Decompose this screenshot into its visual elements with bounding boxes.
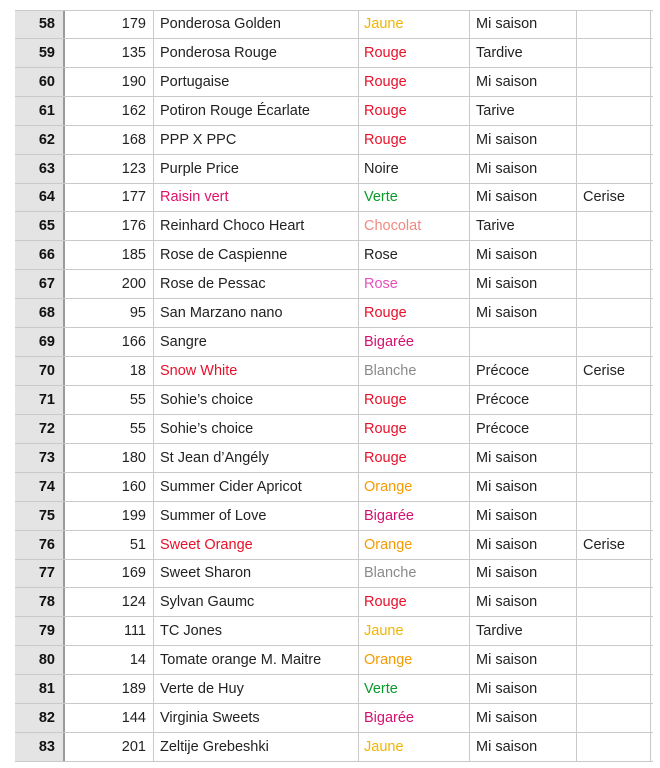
color-cell[interactable]: Chocolat	[359, 212, 470, 240]
season-cell[interactable]: Mi saison	[470, 502, 577, 530]
row-number-cell[interactable]: 78	[15, 588, 65, 616]
table-row[interactable]	[15, 531, 653, 560]
table-row[interactable]	[15, 704, 653, 733]
variety-name-cell[interactable]: Portugaise	[154, 68, 359, 96]
row-number-cell[interactable]: 83	[15, 733, 65, 761]
row-number-cell[interactable]: 77	[15, 560, 65, 588]
variety-name-cell[interactable]: Summer Cider Apricot	[154, 473, 359, 501]
row-number-cell[interactable]: 82	[15, 704, 65, 732]
season-cell[interactable]: Mi saison	[470, 68, 577, 96]
color-cell[interactable]: Rouge	[359, 444, 470, 472]
table-row[interactable]	[15, 39, 653, 68]
type-cell[interactable]: Cerise	[577, 184, 651, 212]
color-cell[interactable]: Rose	[359, 241, 470, 269]
variety-name-cell[interactable]: Tomate orange M. Maitre	[154, 646, 359, 674]
row-number-cell[interactable]: 63	[15, 155, 65, 183]
season-cell[interactable]: Mi saison	[470, 184, 577, 212]
type-cell[interactable]: Cerise	[577, 357, 651, 385]
type-cell[interactable]	[577, 444, 651, 472]
type-cell[interactable]	[577, 588, 651, 616]
id-cell[interactable]: 124	[65, 588, 154, 616]
type-cell[interactable]	[577, 299, 651, 327]
color-cell[interactable]: Rouge	[359, 39, 470, 67]
table-row[interactable]	[15, 675, 653, 704]
table-row[interactable]	[15, 646, 653, 675]
color-cell[interactable]: Jaune	[359, 617, 470, 645]
id-cell[interactable]: 169	[65, 560, 154, 588]
id-cell[interactable]: 185	[65, 241, 154, 269]
type-cell[interactable]	[577, 675, 651, 703]
color-cell[interactable]: Verte	[359, 184, 470, 212]
season-cell[interactable]: Mi saison	[470, 473, 577, 501]
id-cell[interactable]: 166	[65, 328, 154, 356]
table-row[interactable]	[15, 502, 653, 531]
variety-name-cell[interactable]: Rose de Caspienne	[154, 241, 359, 269]
table-row[interactable]	[15, 299, 653, 328]
type-cell[interactable]	[577, 328, 651, 356]
season-cell[interactable]: Mi saison	[470, 126, 577, 154]
id-cell[interactable]: 180	[65, 444, 154, 472]
type-cell[interactable]	[577, 704, 651, 732]
type-cell[interactable]	[577, 386, 651, 414]
table-row[interactable]	[15, 184, 653, 213]
row-number-cell[interactable]: 72	[15, 415, 65, 443]
variety-name-cell[interactable]: Sylvan Gaumc	[154, 588, 359, 616]
season-cell[interactable]: Mi saison	[470, 444, 577, 472]
id-cell[interactable]: 179	[65, 11, 154, 38]
color-cell[interactable]: Orange	[359, 473, 470, 501]
type-cell[interactable]	[577, 473, 651, 501]
row-number-cell[interactable]: 69	[15, 328, 65, 356]
season-cell[interactable]: Précoce	[470, 415, 577, 443]
color-cell[interactable]: Noire	[359, 155, 470, 183]
variety-name-cell[interactable]: Sohie’s choice	[154, 386, 359, 414]
color-cell[interactable]: Blanche	[359, 560, 470, 588]
type-cell[interactable]	[577, 68, 651, 96]
row-number-cell[interactable]: 81	[15, 675, 65, 703]
id-cell[interactable]: 189	[65, 675, 154, 703]
type-cell[interactable]	[577, 97, 651, 125]
color-cell[interactable]: Verte	[359, 675, 470, 703]
variety-name-cell[interactable]: Sohie’s choice	[154, 415, 359, 443]
id-cell[interactable]: 200	[65, 270, 154, 298]
variety-name-cell[interactable]: Raisin vert	[154, 184, 359, 212]
table-row[interactable]	[15, 617, 653, 646]
type-cell[interactable]	[577, 617, 651, 645]
variety-name-cell[interactable]: Purple Price	[154, 155, 359, 183]
variety-name-cell[interactable]: Potiron Rouge Écarlate	[154, 97, 359, 125]
type-cell[interactable]	[577, 270, 651, 298]
variety-name-cell[interactable]: Sangre	[154, 328, 359, 356]
table-row[interactable]	[15, 588, 653, 617]
season-cell[interactable]: Tardive	[470, 617, 577, 645]
color-cell[interactable]: Rouge	[359, 415, 470, 443]
id-cell[interactable]: 190	[65, 68, 154, 96]
id-cell[interactable]: 18	[65, 357, 154, 385]
row-number-cell[interactable]: 59	[15, 39, 65, 67]
id-cell[interactable]: 14	[65, 646, 154, 674]
color-cell[interactable]: Rouge	[359, 126, 470, 154]
color-cell[interactable]: Rouge	[359, 588, 470, 616]
table-row[interactable]	[15, 386, 653, 415]
variety-name-cell[interactable]: San Marzano nano	[154, 299, 359, 327]
table-row[interactable]	[15, 473, 653, 502]
variety-name-cell[interactable]: Rose de Pessac	[154, 270, 359, 298]
spreadsheet-table	[15, 10, 653, 762]
table-row[interactable]	[15, 444, 653, 473]
season-cell[interactable]: Mi saison	[470, 241, 577, 269]
table-row[interactable]	[15, 415, 653, 444]
id-cell[interactable]: 168	[65, 126, 154, 154]
row-number-cell[interactable]: 68	[15, 299, 65, 327]
variety-name-cell[interactable]: PPP X PPC	[154, 126, 359, 154]
variety-name-cell[interactable]: Summer of Love	[154, 502, 359, 530]
id-cell[interactable]: 199	[65, 502, 154, 530]
type-cell[interactable]: Cerise	[577, 531, 651, 559]
id-cell[interactable]: 135	[65, 39, 154, 67]
variety-name-cell[interactable]: Sweet Orange	[154, 531, 359, 559]
color-cell[interactable]: Rouge	[359, 68, 470, 96]
id-cell[interactable]: 51	[65, 531, 154, 559]
row-number-cell[interactable]: 74	[15, 473, 65, 501]
season-cell[interactable]: Mi saison	[470, 299, 577, 327]
type-cell[interactable]	[577, 11, 651, 38]
season-cell[interactable]: Mi saison	[470, 155, 577, 183]
id-cell[interactable]: 111	[65, 617, 154, 645]
row-number-cell[interactable]: 65	[15, 212, 65, 240]
variety-name-cell[interactable]: Zeltije Grebeshki	[154, 733, 359, 761]
row-number-cell[interactable]: 64	[15, 184, 65, 212]
season-cell[interactable]: Mi saison	[470, 733, 577, 761]
row-number-cell[interactable]: 71	[15, 386, 65, 414]
row-number-cell[interactable]: 79	[15, 617, 65, 645]
table-row[interactable]	[15, 560, 653, 589]
season-cell[interactable]: Mi saison	[470, 11, 577, 38]
row-number-cell[interactable]: 58	[15, 11, 65, 38]
row-number-cell[interactable]: 76	[15, 531, 65, 559]
color-cell[interactable]: Bigarée	[359, 704, 470, 732]
variety-name-cell[interactable]: Sweet Sharon	[154, 560, 359, 588]
table-row[interactable]	[15, 733, 653, 762]
color-cell[interactable]: Rouge	[359, 299, 470, 327]
season-cell[interactable]: Précoce	[470, 386, 577, 414]
id-cell[interactable]: 162	[65, 97, 154, 125]
color-cell[interactable]: Blanche	[359, 357, 470, 385]
season-cell[interactable]: Tarive	[470, 212, 577, 240]
table-row[interactable]	[15, 155, 653, 184]
season-cell[interactable]: Mi saison	[470, 704, 577, 732]
color-cell[interactable]: Orange	[359, 531, 470, 559]
color-cell[interactable]: Jaune	[359, 733, 470, 761]
color-cell[interactable]: Rose	[359, 270, 470, 298]
table-body	[15, 10, 653, 762]
color-cell[interactable]: Jaune	[359, 11, 470, 38]
color-cell[interactable]: Rouge	[359, 386, 470, 414]
id-cell[interactable]: 95	[65, 299, 154, 327]
variety-name-cell[interactable]: Ponderosa Golden	[154, 11, 359, 38]
table-row[interactable]	[15, 212, 653, 241]
season-cell[interactable]: Précoce	[470, 357, 577, 385]
table-row[interactable]	[15, 328, 653, 357]
type-cell[interactable]	[577, 415, 651, 443]
table-row[interactable]	[15, 357, 653, 386]
color-cell[interactable]: Orange	[359, 646, 470, 674]
table-row[interactable]	[15, 68, 653, 97]
table-row[interactable]	[15, 10, 653, 39]
season-cell[interactable]: Mi saison	[470, 675, 577, 703]
type-cell[interactable]	[577, 733, 651, 761]
color-cell[interactable]: Bigarée	[359, 328, 470, 356]
id-cell[interactable]: 201	[65, 733, 154, 761]
row-number-cell[interactable]: 66	[15, 241, 65, 269]
season-cell[interactable]: Mi saison	[470, 531, 577, 559]
type-cell[interactable]	[577, 39, 651, 67]
table-row[interactable]	[15, 126, 653, 155]
id-cell[interactable]: 55	[65, 415, 154, 443]
variety-name-cell[interactable]: Reinhard Choco Heart	[154, 212, 359, 240]
type-cell[interactable]	[577, 241, 651, 269]
row-number-cell[interactable]: 61	[15, 97, 65, 125]
season-cell[interactable]: Mi saison	[470, 270, 577, 298]
season-cell[interactable]: Mi saison	[470, 646, 577, 674]
type-cell[interactable]	[577, 126, 651, 154]
row-number-cell[interactable]: 73	[15, 444, 65, 472]
row-number-cell[interactable]: 62	[15, 126, 65, 154]
color-cell[interactable]: Bigarée	[359, 502, 470, 530]
table-row[interactable]	[15, 97, 653, 126]
id-cell[interactable]: 123	[65, 155, 154, 183]
season-cell[interactable]: Mi saison	[470, 560, 577, 588]
season-cell[interactable]: Mi saison	[470, 588, 577, 616]
id-cell[interactable]: 144	[65, 704, 154, 732]
variety-name-cell[interactable]: Ponderosa Rouge	[154, 39, 359, 67]
row-number-cell[interactable]: 70	[15, 357, 65, 385]
id-cell[interactable]: 176	[65, 212, 154, 240]
row-number-cell[interactable]: 80	[15, 646, 65, 674]
type-cell[interactable]	[577, 212, 651, 240]
id-cell[interactable]: 55	[65, 386, 154, 414]
type-cell[interactable]	[577, 560, 651, 588]
type-cell[interactable]	[577, 646, 651, 674]
row-number-cell[interactable]: 67	[15, 270, 65, 298]
season-cell[interactable]	[470, 328, 577, 356]
row-number-cell[interactable]: 60	[15, 68, 65, 96]
color-cell[interactable]: Rouge	[359, 97, 470, 125]
variety-name-cell[interactable]: Virginia Sweets	[154, 704, 359, 732]
variety-name-cell[interactable]: Verte de Huy	[154, 675, 359, 703]
id-cell[interactable]: 160	[65, 473, 154, 501]
variety-name-cell[interactable]: St Jean d’Angély	[154, 444, 359, 472]
id-cell[interactable]: 177	[65, 184, 154, 212]
row-number-cell[interactable]: 75	[15, 502, 65, 530]
table-row[interactable]	[15, 270, 653, 299]
type-cell[interactable]	[577, 155, 651, 183]
season-cell[interactable]: Tardive	[470, 39, 577, 67]
type-cell[interactable]	[577, 502, 651, 530]
table-row[interactable]	[15, 241, 653, 270]
variety-name-cell[interactable]: TC Jones	[154, 617, 359, 645]
season-cell[interactable]: Tarive	[470, 97, 577, 125]
variety-name-cell[interactable]: Snow White	[154, 357, 359, 385]
